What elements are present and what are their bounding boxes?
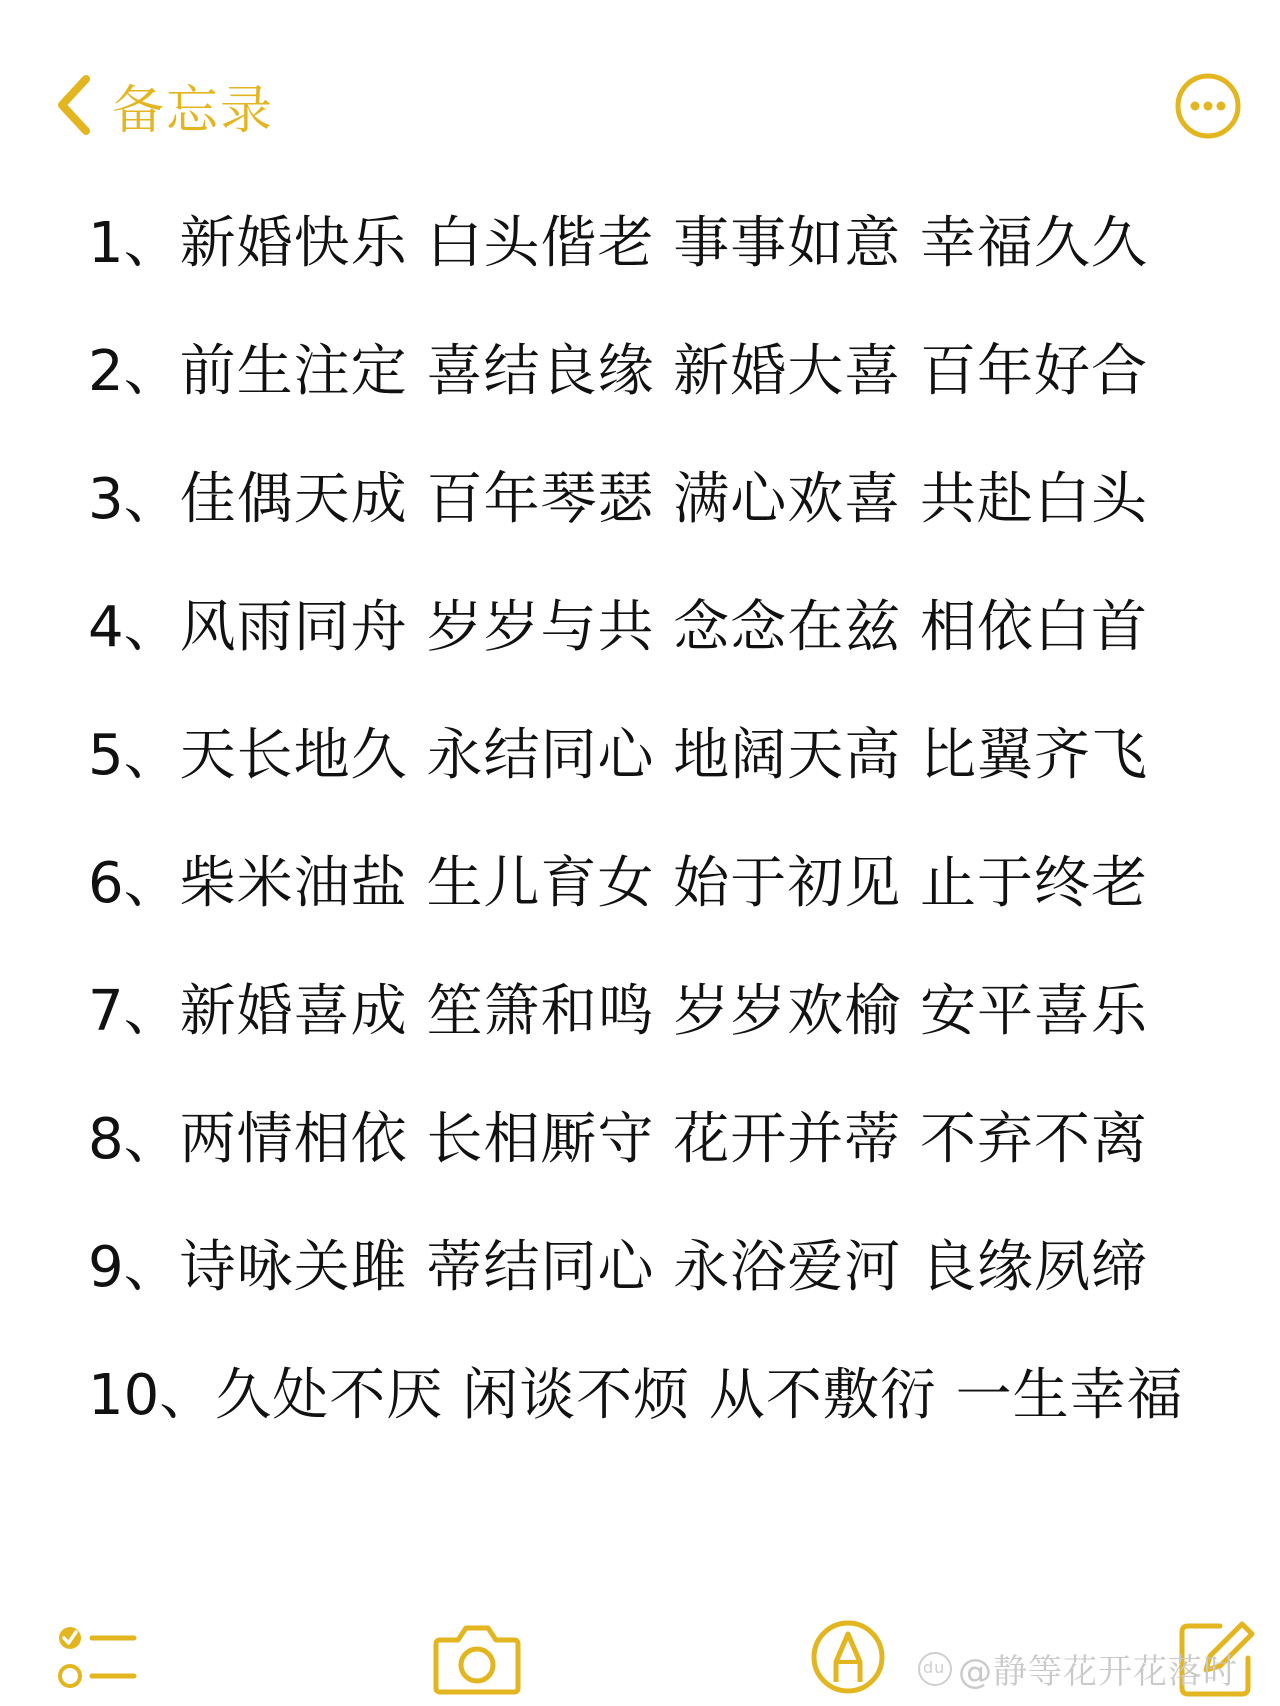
more-options-button[interactable] [1172,70,1244,142]
back-button[interactable] [52,70,274,140]
camera-icon [432,1618,522,1698]
note-line [88,1236,1228,1364]
checklist-icon [58,1618,138,1698]
ellipsis-circle-icon [1172,70,1244,142]
watermark [918,1644,1238,1693]
line-number: 7、 [88,979,180,1044]
camera-button[interactable] [432,1618,522,1698]
line-text: 前生注定 喜结良缘 新婚大喜 百年好合 [179,339,1149,404]
note-line [88,1108,1228,1236]
line-text: 佳偶天成 百年琴瑟 满心欢喜 共赴白头 [179,467,1149,532]
line-number: 4、 [88,595,180,660]
line-number: 5、 [88,723,180,788]
note-line [88,212,1228,340]
note-line [88,852,1228,980]
markup-button[interactable] [808,1616,888,1698]
line-text: 柴米油盐 生儿育女 始于初见 止于终老 [179,851,1149,916]
watermark-text: @静等花开花落时 [958,1652,1238,1692]
note-line [88,724,1228,852]
line-number: 3、 [88,467,180,532]
watermark-logo-icon [918,1652,952,1686]
line-number: 8、 [88,1107,180,1172]
back-label: 备忘录 [112,80,275,141]
note-line [88,980,1228,1108]
chevron-left-icon [52,73,98,137]
line-text: 两情相依 长相厮守 花开并蒂 不弃不离 [179,1107,1149,1172]
note-line [88,1364,1228,1492]
line-text: 风雨同舟 岁岁与共 念念在兹 相依白首 [179,595,1149,660]
note-body[interactable] [88,212,1228,1492]
note-line [88,596,1228,724]
markup-pen-icon [808,1616,888,1698]
line-number: 2、 [88,339,180,404]
note-line [88,468,1228,596]
line-number: 10、 [88,1363,216,1428]
line-text: 久处不厌 闲谈不烦 从不敷衍 一生幸福 [215,1363,1184,1428]
line-text: 诗咏关雎 蒂结同心 永浴爱河 良缘夙缔 [179,1235,1149,1300]
line-text: 天长地久 永结同心 地阔天高 比翼齐飞 [179,723,1149,788]
line-number: 1、 [88,211,180,276]
line-number: 6、 [88,851,180,916]
line-text: 新婚快乐 白头偕老 事事如意 幸福久久 [179,211,1149,276]
checklist-button[interactable] [58,1618,138,1698]
line-number: 9、 [88,1235,180,1300]
line-text: 新婚喜成 笙箫和鸣 岁岁欢榆 安平喜乐 [179,979,1149,1044]
note-line [88,340,1228,468]
nav-bar [0,50,1280,160]
